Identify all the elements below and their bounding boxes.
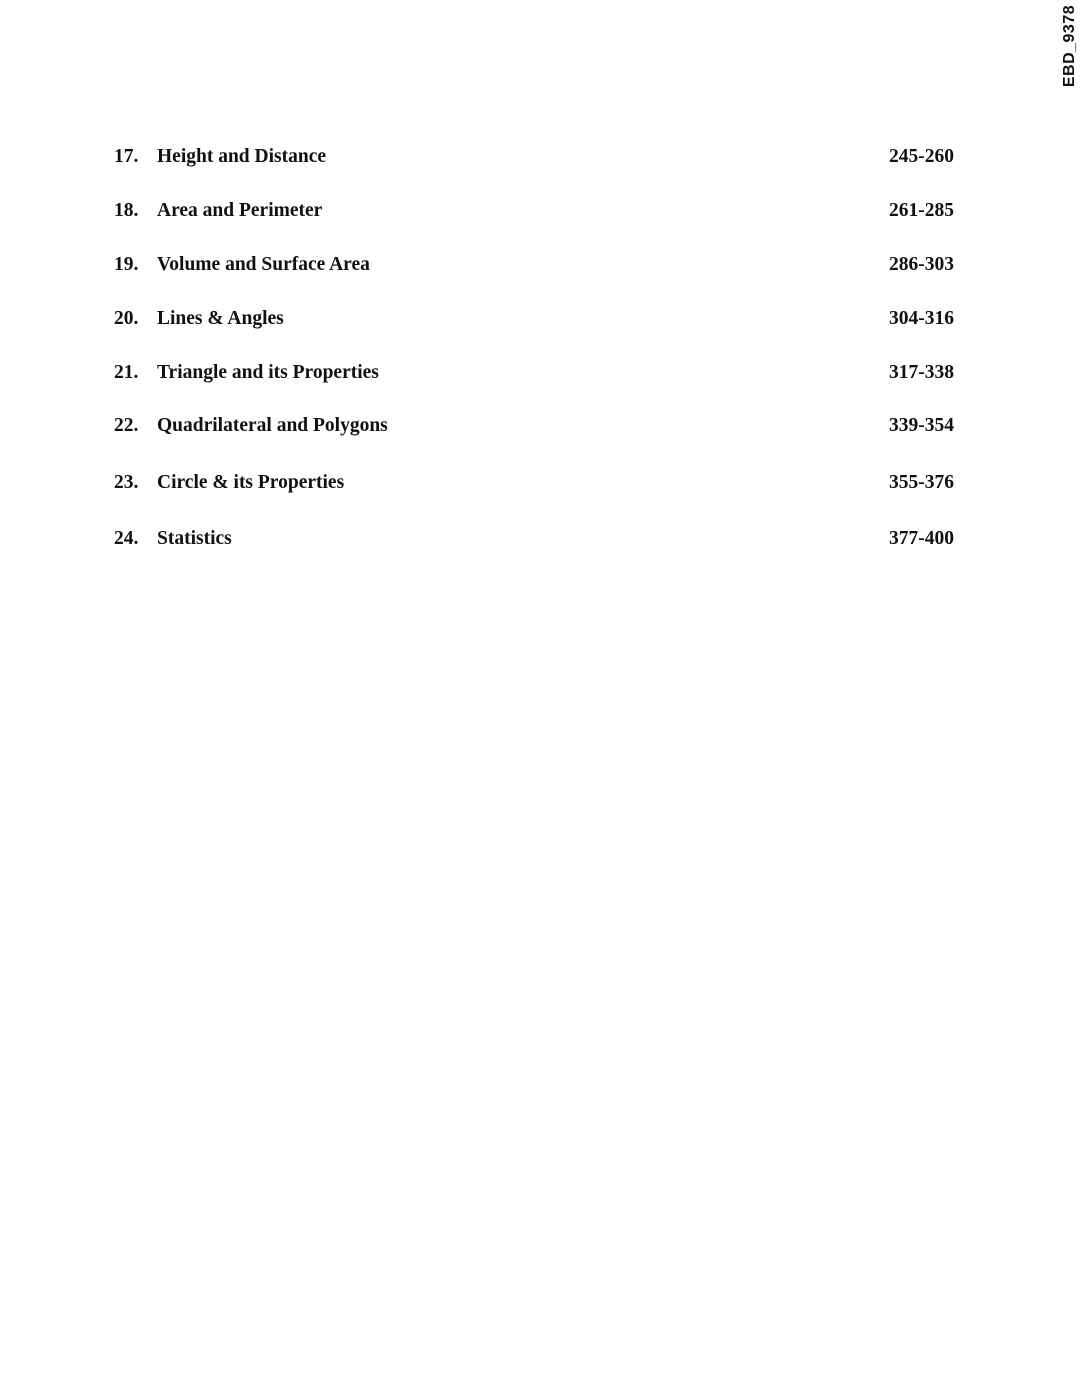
toc-entry-18[interactable] — [114, 198, 954, 224]
toc-entry-title: Area and Perimeter — [157, 200, 323, 221]
toc-entry-title: Circle & its Properties — [157, 472, 345, 493]
toc-entry-number: 19. — [114, 254, 139, 275]
toc-entry-pages: 339-354 — [889, 415, 954, 436]
toc-entry-23[interactable] — [114, 470, 954, 496]
toc-entry-17[interactable] — [114, 144, 954, 170]
toc-entry-number: 24. — [114, 528, 139, 549]
toc-entry-number: 18. — [114, 200, 139, 221]
side-code-text: EBD_9378 — [1061, 4, 1078, 88]
toc-entry-number: 17. — [114, 146, 139, 167]
toc-entry-title: Height and Distance — [157, 146, 327, 167]
toc-entry-19[interactable] — [114, 252, 954, 278]
toc-entry-number: 23. — [114, 472, 139, 493]
toc-entry-title: Statistics — [157, 528, 232, 549]
toc-entry-title: Volume and Surface Area — [157, 254, 370, 275]
toc-entry-number: 21. — [114, 362, 139, 383]
toc-entry-number: 20. — [114, 308, 139, 329]
toc-entry-number: 22. — [114, 415, 139, 436]
toc-entry-pages: 261-285 — [889, 200, 954, 221]
toc-entry-pages: 317-338 — [889, 362, 954, 383]
toc-entry-title: Lines & Angles — [157, 308, 284, 329]
toc-entry-title: Quadrilateral and Polygons — [157, 415, 388, 436]
toc-entry-24[interactable] — [114, 526, 954, 552]
toc-entry-pages: 304-316 — [889, 308, 954, 329]
toc-entry-title: Triangle and its Properties — [157, 362, 379, 383]
toc-entry-pages: 355-376 — [889, 472, 954, 493]
toc-entry-pages: 377-400 — [889, 528, 954, 549]
toc-entry-pages: 286-303 — [889, 254, 954, 275]
toc-entry-20[interactable] — [114, 306, 954, 332]
toc-entry-pages: 245-260 — [889, 146, 954, 167]
toc-entry-22[interactable] — [114, 413, 954, 439]
side-code — [1059, 0, 1080, 92]
toc-entry-21[interactable] — [114, 360, 954, 386]
